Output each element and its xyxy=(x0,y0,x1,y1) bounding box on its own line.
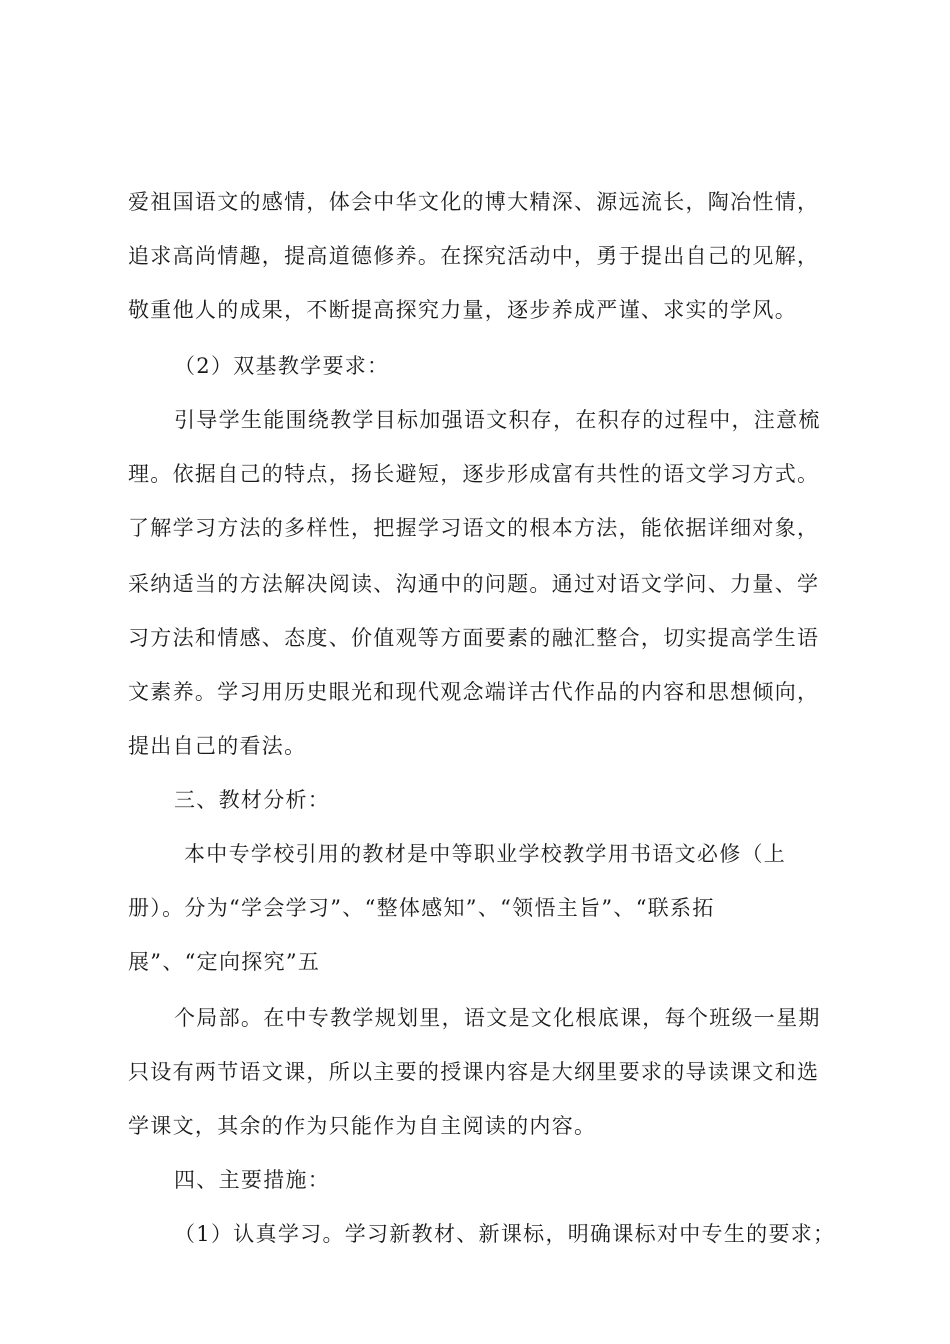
paragraph-line: 习方法和情感、态度、价值观等方面要素的融汇整合，切实提高学生语 xyxy=(128,626,820,650)
section-heading: 四、主要措施： xyxy=(174,1168,331,1192)
paragraph-line: （1）认真学习。学习新教材、新课标，明确课标对中专生的要求； xyxy=(174,1222,836,1246)
paragraph-line: 展”、“定向探究”五 xyxy=(128,950,321,974)
paragraph-line: 敬重他人的成果，不断提高探究力量，逐步养成严谨、求实的学风。 xyxy=(128,298,797,322)
section-heading: 三、教材分析： xyxy=(174,788,331,812)
paragraph-line: 学课文，其余的作为只能作为自主阅读的内容。 xyxy=(128,1114,597,1138)
paragraph-line: 只设有两节语文课，所以主要的授课内容是大纲里要求的导读课文和选 xyxy=(128,1060,820,1084)
section-subheading: （2）双基教学要求： xyxy=(174,354,390,378)
paragraph-line: 引导学生能围绕教学目标加强语文积存，在积存的过程中，注意梳 xyxy=(174,408,821,432)
paragraph-line: 采纳适当的方法解决阅读、沟通中的问题。通过对语文学问、力量、学 xyxy=(128,572,820,596)
paragraph-line: 文素养。学习用历史眼光和现代观念端详古代作品的内容和思想倾向， xyxy=(128,680,820,704)
paragraph-line: 册）。分为“学会学习”、“整体感知”、“领悟主旨”、“联系拓 xyxy=(128,896,715,920)
paragraph-line: 了解学习方法的多样性，把握学习语文的根本方法，能依据详细对象， xyxy=(128,516,820,540)
paragraph-line: 追求高尚情趣，提高道德修养。在探究活动中，勇于提出自己的见解， xyxy=(128,244,820,268)
paragraph-line: 个局部。在中专教学规划里，语文是文化根底课，每个班级一星期 xyxy=(174,1006,821,1030)
paragraph-line: 理。依据自己的特点，扬长避短，逐步形成富有共性的语文学习方式。 xyxy=(128,462,820,486)
paragraph-line: 本中专学校引用的教材是中等职业学校教学用书语文必修（上 xyxy=(184,842,787,866)
paragraph-line: 提出自己的看法。 xyxy=(128,734,307,758)
paragraph-line: 爱祖国语文的感情，体会中华文化的博大精深、源远流长，陶冶性情， xyxy=(128,190,820,214)
